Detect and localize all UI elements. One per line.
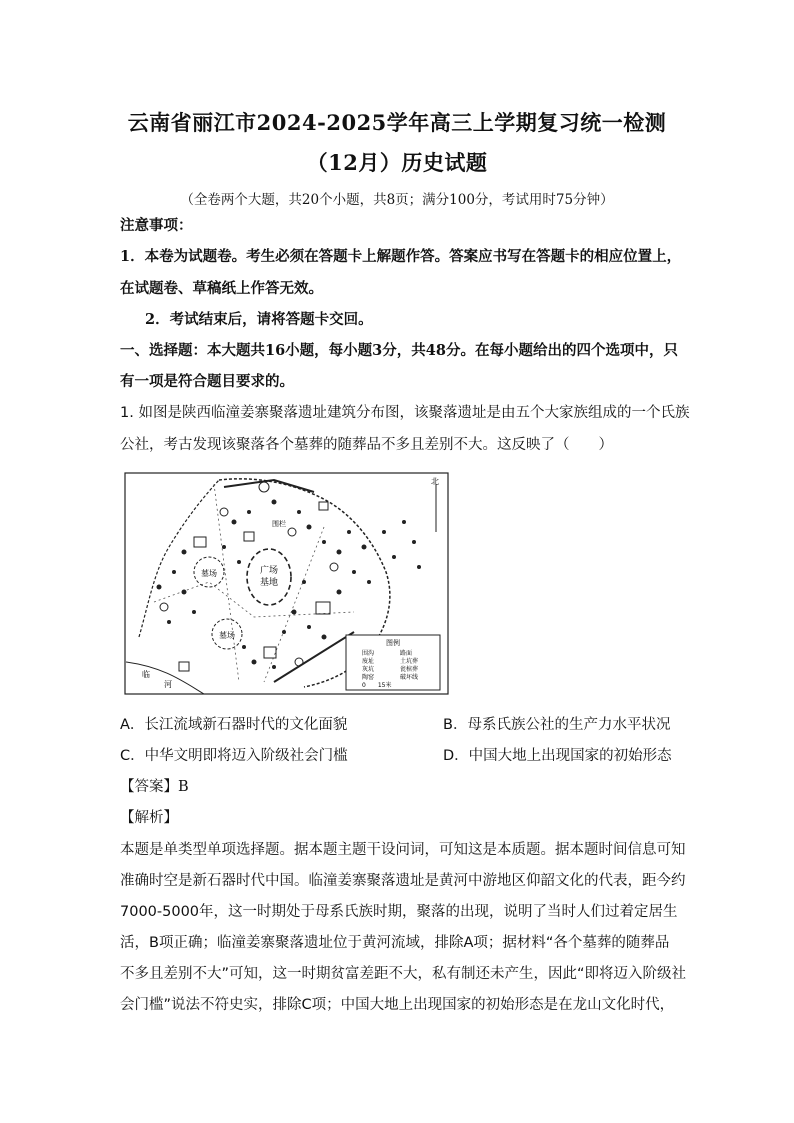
- exam-meta: （全卷两个大题，共20个小题，共8页；满分100分，考试用时75分钟）: [180, 192, 614, 208]
- scale-label: 0 15米: [362, 682, 392, 689]
- river-label: 临: [142, 670, 150, 679]
- legend-item: 灰坑: [362, 666, 375, 673]
- notice-item-2: 2．考试结束后，请将答题卡交回。: [145, 311, 373, 328]
- analysis-line: 活，B项正确；临潼姜寨聚落遗址位于黄河流域，排除A项；据材料“各个墓葬的随葬品: [120, 935, 670, 951]
- plaza-label: 广场: [259, 566, 279, 576]
- analysis-line: 7000-5000年，这一时期处于母系氏族时期，聚落的出现，说明了当时人们过着定居生: [120, 904, 678, 920]
- fence-label: 围栏: [272, 520, 286, 528]
- settlement-map: [124, 472, 449, 695]
- cemetery-label: 墓场: [201, 569, 217, 578]
- river-label-2: 河: [164, 680, 172, 689]
- notice-item-1: 1．本卷为试题卷。考生必须在答题卡上解题作答。答案应书写在答题卡的相应位置上，: [120, 248, 682, 265]
- north-label: 北: [431, 477, 439, 486]
- option-b: B．母系氏族公社的生产力水平状况: [443, 717, 671, 733]
- legend-item: 陶窑: [362, 674, 375, 681]
- answer: 【答案】B: [120, 779, 189, 795]
- page-subtitle: （12月）历史试题: [306, 150, 488, 175]
- notice-heading: 注意事项：: [120, 217, 193, 234]
- legend-item: 围沟: [362, 650, 375, 657]
- analysis-line: 本题是单类型单项选择题。据本题主题干设问词，可知这是本质题。据本题时间信息可知: [120, 842, 686, 858]
- analysis-line: 会门槛”说法不符史实，排除C项；中国大地上出现国家的初始形态是在龙山文化时代，: [120, 997, 675, 1013]
- option-c: C．中华文明即将迈入阶级社会门槛: [120, 748, 348, 764]
- map-legend: [346, 635, 440, 690]
- question-stem-cont: 公社，考古发现该聚落各个墓葬的随葬品不多且差别不大。这反映了（ ）: [120, 437, 613, 453]
- legend-item: 路面: [400, 650, 413, 657]
- option-d: D．中国大地上出现国家的初始形态: [443, 748, 672, 764]
- analysis-heading: 【解析】: [120, 810, 178, 826]
- page-title: 云南省丽江市2024-2025学年高三上学期复习统一检测: [127, 110, 667, 135]
- section-heading: 一、选择题：本大题共16小题，每小题3分，共48分。在每小题给出的四个选项中，只: [120, 342, 678, 359]
- analysis-line: 不多且差别不大”可知，这一时期贫富差距不大，私有制还未产生，因此“即将迈入阶级社: [120, 966, 687, 982]
- option-a: A．长江流域新石器时代的文化面貌: [120, 717, 348, 733]
- legend-item: 废址: [362, 658, 375, 665]
- legend-item: 瓮棺葬: [400, 666, 419, 673]
- analysis-line: 准确时空是新石器时代中国。临潼姜寨聚落遗址是黄河中游地区仰韶文化的代表，距今约: [120, 873, 686, 889]
- section-heading-cont: 有一项是符合题目要求的。: [120, 373, 294, 390]
- legend-title: 图例: [386, 639, 400, 647]
- plaza-label-2: 基地: [259, 578, 279, 588]
- legend-item: 破坏线: [400, 674, 419, 681]
- notice-item-1-cont: 在试题卷、草稿纸上作答无效。: [120, 280, 323, 297]
- question-stem: 1. 如图是陕西临潼姜寨聚落遗址建筑分布图，该聚落遗址是由五个大家族组成的一个氏族: [120, 405, 690, 421]
- cemetery-label-2: 墓场: [219, 631, 235, 640]
- legend-item: 土坑葬: [400, 658, 419, 665]
